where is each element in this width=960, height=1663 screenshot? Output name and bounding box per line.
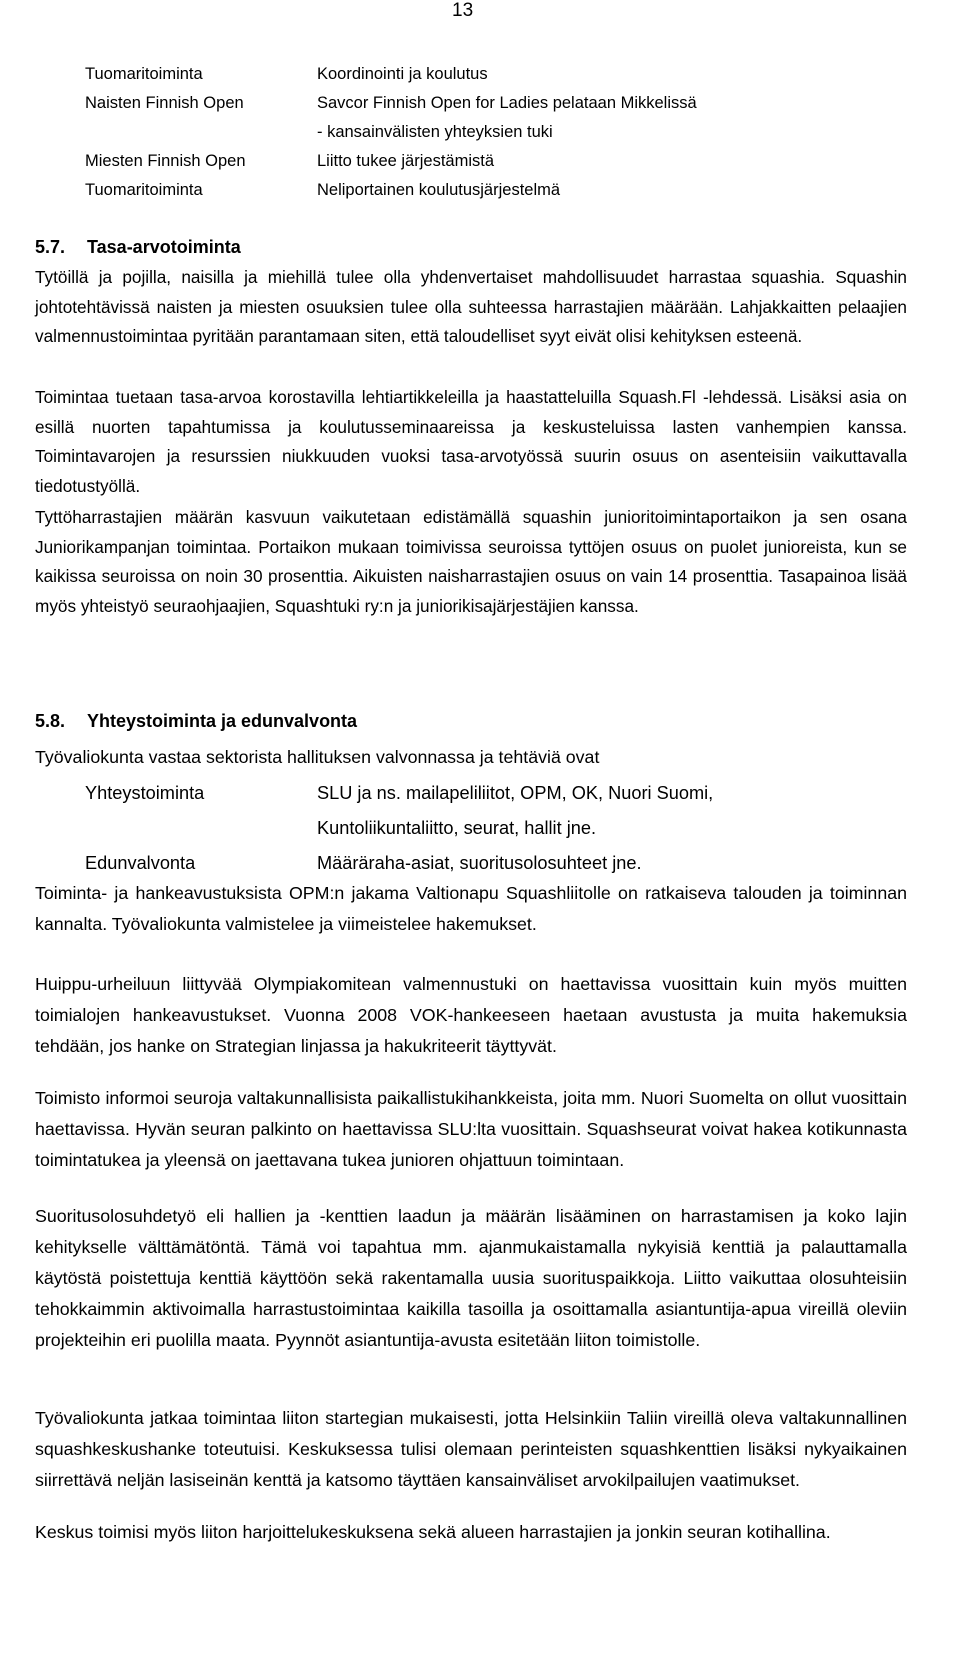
section-heading <box>35 237 241 258</box>
definition-list <box>85 776 885 881</box>
definition-desc <box>317 846 885 881</box>
section-number: 5.8. <box>35 711 66 731</box>
paragraph: Toiminta- ja hankeavustuksista OPM:n jakama Valtionapu Squashliitolle on ratkaiseva talouden ja toiminnan kannalta. Työvaliokunta valmistelee ja viimeistelee hakemukset. <box>35 883 907 934</box>
paragraph: Huippu-urheiluun liittyvää Olympiakomitean valmennustuki on haettavissa vuosittain kuin myös muitten toimialojen hankeavustukset. Vuonna 2008 VOK-hankeeseen haetaan avustusta ja muita hakemuksia tehdään, jos hanke on Strategian linjassa ja hakukriteerit täyttyvät. <box>35 974 907 1056</box>
activity-list <box>85 60 845 205</box>
paragraph: Tytöillä ja pojilla, naisilla ja miehillä tulee olla yhdenvertaiset mahdollisuudet harrastaa squashia. Squashin johtotehtävissä naisten ja miesten osuuksien tulee olla suhteessa harrastajien määrään. Lahjakkaitten pelaajien valmennustoimintaa pyritään parantamaan siten, että taloudelliset syyt eivät olisi kehityksen esteenä. <box>35 267 907 347</box>
list-item <box>85 147 845 176</box>
paragraph: Toimisto informoi seuroja valtakunnallisista paikallistukihankkeista, joita mm. Nuori Suomelta on ollut vuosittain haettavissa. Hyvän seuran palkinto on haettavissa SLU:lta vuosittain. Squashseurat voivat hakea kotikunnasta toimintatukea ja yleensä on jaettavana tukea junioren ohjattuun toimintaan. <box>35 1088 907 1170</box>
list-item-desc: Liitto tukee järjestämistä <box>317 152 494 170</box>
list-item <box>85 60 845 89</box>
definition-desc-line: Määräraha-asiat, suoritusolosuhteet jne. <box>317 853 642 873</box>
list-item <box>85 89 845 118</box>
list-item-desc: Savcor Finnish Open for Ladies pelataan Mikkelissä <box>317 94 697 112</box>
definition-desc-line: Kuntoliikuntaliitto, seurat, hallit jne. <box>317 818 597 838</box>
section-title: Tasa-arvotoiminta <box>87 237 241 257</box>
paragraph: Suoritusolosuhdetyö eli hallien ja -kenttien laadun ja määrän lisääminen on harrastamisen ja koko lajin kehitykselle välttämätöntä. Tämä voi tapahtua mm. ajanmukaistamalla nykyisiä kenttiä ja palauttamalla käytöstä poistettuja kenttiä käyttöön sekä rakentamalla uusia suorituspaikkoja. Liitto vaikuttaa olosuhteisiin tehokkaimmin aktivoimalla harrastustoimintaa kaikilla tasoilla ja osoittamalla asiantuntija-apua vireillä oleviin projekteihin eri puolilla maata. Pyynnöt asiantuntija-avusta esitetään liiton toimistolle. <box>35 1206 907 1350</box>
list-item <box>85 176 845 205</box>
paragraph-intro: Työvaliokunta vastaa sektorista hallituksen valvonnassa ja tehtäviä ovat <box>35 747 600 767</box>
list-item-term: Miesten Finnish Open <box>85 152 246 170</box>
paragraph: Keskus toimisi myös liiton harjoittelukeskuksena sekä alueen harrastajien ja jonkin seuran kotihallina. <box>35 1522 831 1542</box>
paragraph: Työvaliokunta jatkaa toimintaa liiton startegian mukaisesti, jotta Helsinkiin Taliin vireillä oleva valtakunnallinen squashkeskushanke toteutuisi. Keskuksessa tulisi olemaan perinteisten squashkenttien lisäksi nykyaikainen siirrettävä neljän lasiseinän kenttä ja katsomo täyttäen kansainväliset arvokilpailujen vaatimukset. <box>35 1408 907 1490</box>
section-number: 5.7. <box>35 237 66 257</box>
definition-desc-line: SLU ja ns. mailapeliliitot, OPM, OK, Nuori Suomi, <box>317 783 714 803</box>
page-number: 13 <box>452 0 474 21</box>
list-item-term: Tuomaritoiminta <box>85 65 203 83</box>
list-item-term: Naisten Finnish Open <box>85 94 244 112</box>
definition-term: Yhteystoiminta <box>85 783 205 803</box>
list-item-desc: - kansainvälisten yhteyksien tuki <box>317 123 553 141</box>
definition-item <box>85 776 885 846</box>
definition-desc <box>317 776 885 846</box>
definition-item <box>85 846 885 881</box>
list-item-term: Tuomaritoiminta <box>85 181 203 199</box>
list-item-desc: Koordinointi ja koulutus <box>317 65 488 83</box>
section-title: Yhteystoiminta ja edunvalvonta <box>87 711 358 731</box>
section-heading <box>35 711 357 732</box>
paragraph: Toimintaa tuetaan tasa-arvoa korostavilla lehtiartikkeleilla ja haastatteluilla Squash.Fl -lehdessä. Lisäksi asia on esillä nuorten tapahtumissa ja koulutusseminaareissa ja keskusteluissa lasten vanhempien kanssa. Toimintavarojen ja resurssien niukkuuden vuoksi tasa-arvotyössä suurin osuus on asenteisiin vaikuttavalla tiedotustyöllä. <box>35 387 907 496</box>
list-item <box>85 118 845 147</box>
definition-term: Edunvalvonta <box>85 853 196 873</box>
list-item-desc: Neliportainen koulutusjärjestelmä <box>317 181 561 199</box>
paragraph: Tyttöharrastajien määrän kasvuun vaikutetaan edistämällä squashin junioritoimintaportaikon ja sen osana Juniorikampanjan toimintaa. Portaikon mukaan toimivissa seuroissa tyttöjen osuus on puolet junioreista, kun se kaikissa seuroissa on noin 30 prosenttia. Aikuisten naisharrastajien osuus on vain 14 prosenttia. Tasapainoa lisää myös yhteistyö seuraohjaajien, Squashtuki ry:n ja juniorikisajärjestäjien kanssa. <box>35 507 907 616</box>
